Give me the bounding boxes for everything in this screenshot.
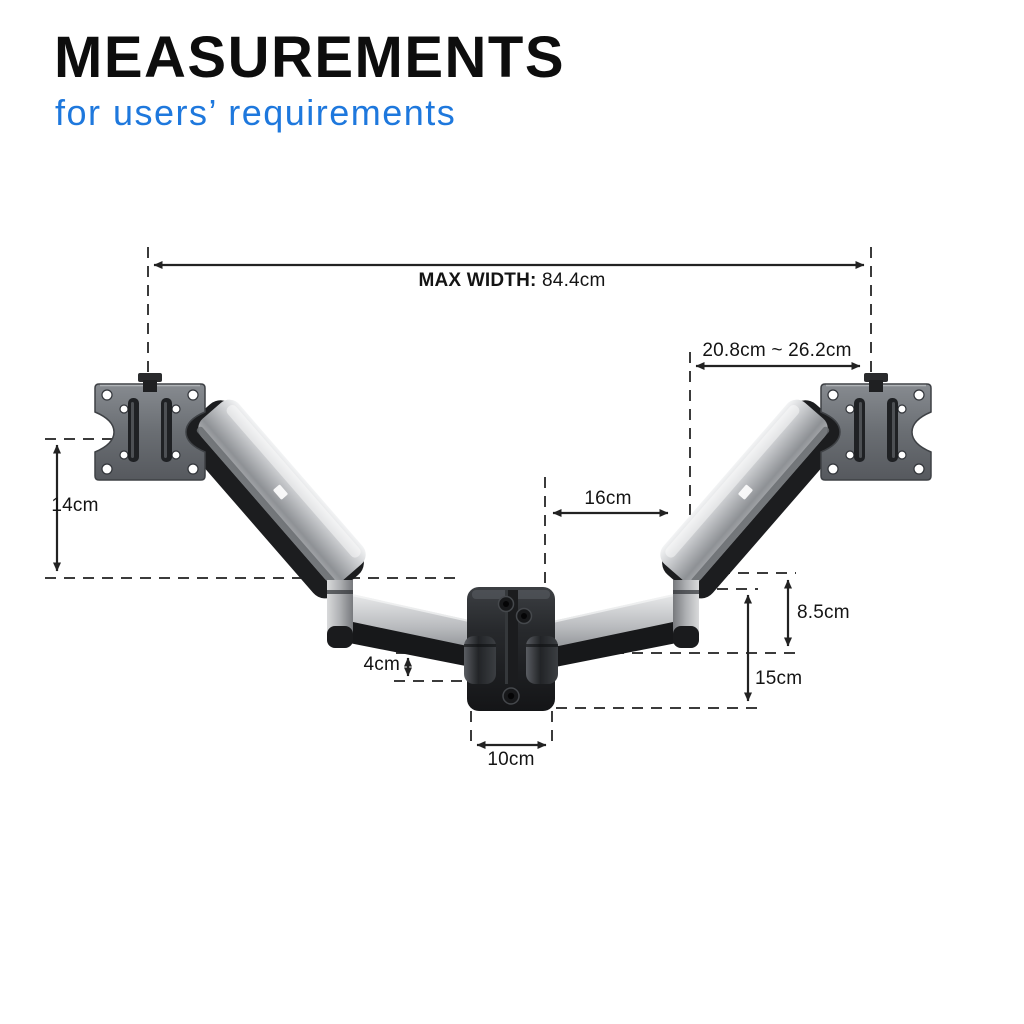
- page-subtitle: for users’ requirements: [55, 92, 457, 133]
- dim-label-arm-rise: 8.5cm: [797, 602, 850, 623]
- wall-mount-plate: [464, 587, 558, 711]
- gas-spring-arm: [175, 390, 375, 605]
- page-title: MEASUREMENTS: [54, 25, 566, 90]
- dim-label-extension-range: 20.8cm ~ 26.2cm: [702, 340, 852, 361]
- dim-label-center-offset: 16cm: [584, 488, 632, 509]
- elbow-joint: [327, 580, 353, 648]
- dim-label-max-width-title: MAX WIDTH:: [418, 270, 537, 291]
- dim-label-pivot-height: 4cm: [363, 654, 400, 675]
- dim-label-plate-height: 15cm: [755, 668, 803, 689]
- arm-assembly-right: [530, 373, 931, 672]
- arm-assembly-left: [95, 373, 496, 672]
- dim-label-plate-width: 10cm: [487, 749, 535, 770]
- dim-label-max-width-value: 84.4cm: [542, 270, 606, 291]
- dim-label-max-width: [418, 270, 605, 292]
- dim-label-vesa-drop: 14cm: [51, 495, 99, 516]
